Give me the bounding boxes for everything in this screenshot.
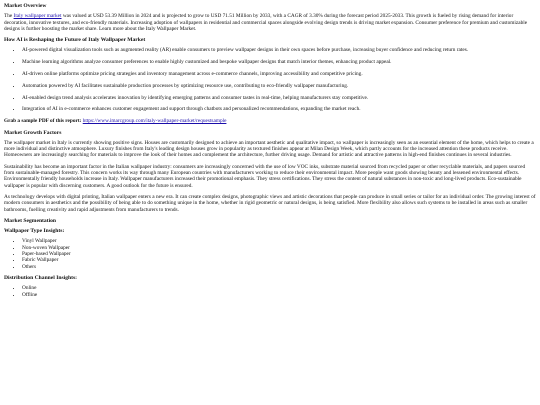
wallpaper-type-item: • Non-woven Wallpaper <box>22 245 536 251</box>
sample-pdf-line <box>4 118 536 124</box>
distribution-channel-item: • Offline <box>22 292 536 298</box>
overview-pre-link: The <box>4 13 14 20</box>
distribution-channel-heading: Distribution Channel Insights: <box>4 274 78 281</box>
ai-impact-item: • AI-driven online platforms optimize pricing strategies and inventory management across e-commerce channels, improving accessibility and competitive pricing. <box>22 71 536 77</box>
ai-impact-item: • AI-powered digital visualization tools such as augmented reality (AR) enable consumers to preview wallpaper designs in their own spaces before purchase, increasing buyer confidence and reducing return rates. <box>22 47 536 53</box>
growth-paragraph: Sustainability has become an important factor in the Italian wallpaper industry: consumers are increasingly concerned with the use of low VOC inks, substrate material sourced from recycled paper or other recyclable materials, and papers sourced from sustainable-managed forestry. This concern works its way through many European countries with manufacturers working to reduce their environmental impact. More people want goods showing beauty and lessened environmental effects. Environmentally friendly households increase in Italy. Wallpaper manufacturers increased their promotional emphasis. They stress certifications. They stress the content of natural substances in non-toxic and long-lived products. Eco-sustainable wallpaper is popular with discerning customers. A good outlook for the future is ensured. <box>4 163 526 189</box>
growth-paragraph: As technology develops with digital printing, Italian wallpaper enters a new era. It can create complex designs, photographic views and artistic decorations that people can produce in small series or tailor for an individual order. The growing interest of modern consumers in aesthetics and the possibility of being able to do something unique in the home, whether in rigid geometric or natural designs, is being satisfied. More flexibility also allows such systems to be installed in areas such as smaller bathrooms, fuelling creativity and rapid adjustments from manufacturers to trends. <box>4 193 536 213</box>
ai-impact-item: • Integration of AI in e-commerce enhances customer engagement and support through chatbots and personalized recommendations, expanding the market reach. <box>22 106 536 112</box>
wallpaper-type-item: • Paper-based Wallpaper <box>22 251 536 257</box>
ai-impact-list <box>4 47 536 112</box>
ai-section-heading: How AI is Reshaping the Future of Italy Wallpaper Market <box>4 37 146 44</box>
ai-impact-item: • Automation powered by AI facilitates sustainable production processes by optimizing resource use, contributing to eco-friendly wallpaper manufacturing. <box>22 83 536 89</box>
wallpaper-type-list <box>4 238 536 269</box>
distribution-channel-item: • Online <box>22 285 536 291</box>
growth-paragraph: The wallpaper market in Italy is currently showing positive signs. Houses are customarily designed to achieve an important aesthetic and qualitative impact, so wallpaper is increasingly seen as an essential element of the home, which helps to create a more individual and distinctive atmosphere. Luxury finishes from Italy's leading design houses grow in popularity as textured finishes appear at Milan Design Week, which partly accounts for the increased attention these products receive. Homeowners are increasingly searching for materials to improve the look of their homes and complement the architecture, further driving usage. Demand for artistic and attractive patterns in high-end finishes continues in several industries. <box>4 139 534 159</box>
wallpaper-type-item: • Fabric Wallpaper <box>22 257 536 263</box>
ai-impact-item: • AI-enabled design trend analysis accelerates innovation by identifying emerging patterns and consumer tastes in real-time, helping manufacturers stay competitive. <box>22 95 536 101</box>
segmentation-heading: Market Segmentation <box>4 217 57 224</box>
market-overview-paragraph <box>4 13 536 32</box>
ai-impact-item: • Machine learning algorithms analyze consumer preferences to enable highly customized and bespoke wallpaper designs that match interior themes, enhancing product appeal. <box>22 59 536 65</box>
wallpaper-type-heading: Wallpaper Type Insights: <box>4 228 65 235</box>
sample-pdf-label: Grab a sample PDF of this report: <box>4 118 82 125</box>
wallpaper-type-item: • Vinyl Wallpaper <box>22 238 536 244</box>
market-overview-heading: Market Overview <box>4 3 47 9</box>
overview-text: was valued at USD 53.39 Million in 2024 and is projected to grow to USD 71.51 Million by 2033, with a CAGR of 3.30% during the forecast period 2025-2033. This growth is fueled by rising demand for interior decoration, innovative textures, and eco-friendly materials. Increasing adoption of wallpapers in residential and commercial spaces alongside evolving design trends is driving market expansion. Consumer preference for premium and customizable designs is further boosting the market share. Learn more about the Italy Wallpaper Market. <box>4 13 528 32</box>
distribution-channel-list <box>4 285 536 298</box>
wallpaper-type-item: • Others <box>22 264 536 270</box>
italy-wallpaper-market-link[interactable]: Italy wallpaper market <box>13 13 62 20</box>
sample-pdf-link[interactable]: https://www.imarcgroup.com/italy-wallpaper-market/requestsample <box>82 118 227 125</box>
growth-factors-heading: Market Growth Factors <box>4 129 62 136</box>
